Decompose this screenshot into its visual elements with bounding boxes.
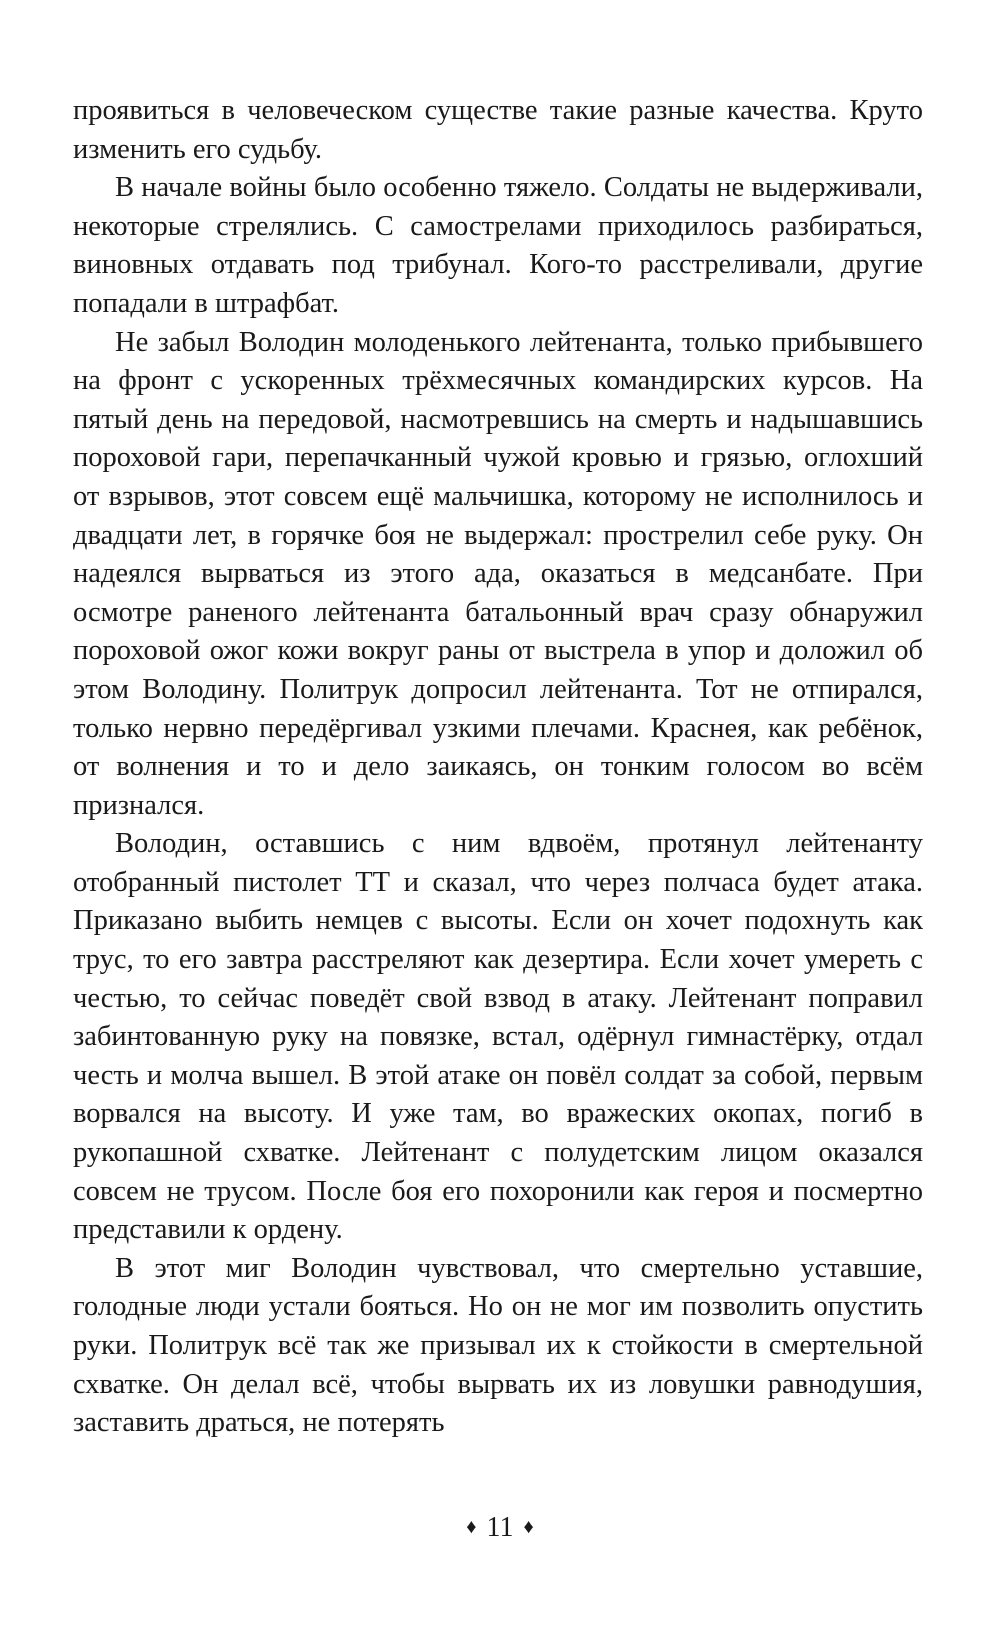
paragraph-continuation: проявиться в человеческом существе такие разные качества. Круто изменить его судьбу. bbox=[73, 95, 923, 165]
paragraph: В начале войны было особенно тяжело. Солдаты не выдерживали, некоторые стрелялись. С самострелами приходилось разбираться, виновных отдавать под трибунал. Кого-то расстреливали, другие попадали в штрафбат. bbox=[73, 172, 923, 319]
diamond-ornament-right: ♦ bbox=[523, 1516, 534, 1538]
page-number: 11 bbox=[486, 1512, 514, 1543]
paragraph: Не забыл Володин молоденького лейтенанта, только прибывшего на фронт с ускоренных трёхмесячных командирских курсов. На пятый день на передовой, насмотревшись на смерть и надышавшись пороховой гари, перепачканный чужой кровью и грязью, оглохший от взрывов, этот совсем ещё мальчишка, которому не исполнилось и двадцати лет, в горячке боя не выдержал: прострелил себе руку. Он надеялся вырваться из этого ада, оказаться в медсанбате. При осмотре раненого лейтенанта батальонный врач сразу обнаружил пороховой ожог кожи вокруг раны от выстрела в упор и доложил об этом Володину. Политрук допросил лейтенанта. Тот не отпирался, только нервно передёргивал узкими плечами. Краснея, как ребёнок, от волнения и то и дело заикаясь, он тонким голосом во всём признался. bbox=[73, 326, 923, 821]
paragraph: В этот миг Володин чувствовал, что смертельно уставшие, голодные люди устали бояться. Но он не мог им позволить опустить руки. Политрук всё так же призывал их к стойкости в смертельной схватке. Он делал всё, чтобы вырвать их из ловушки равнодушия, заставить драться, не потерять bbox=[73, 1252, 923, 1439]
diamond-ornament-left: ♦ bbox=[466, 1516, 477, 1538]
page-footer bbox=[0, 1512, 1000, 1544]
body-text bbox=[73, 92, 923, 1443]
paragraph: Володин, оставшись с ним вдвоём, протянул лейтенанту отобранный пистолет ТТ и сказал, что через полчаса будет атака. Приказано выбить немцев с высоты. Если он хочет подохнуть как трус, то его завтра расстреляют как дезертира. Если хочет умереть с честью, то сейчас поведёт свой взвод в атаку. Лейтенант поправил забинтованную руку на повязке, встал, одёрнул гимнастёрку, отдал честь и молча вышел. В этой атаке он повёл солдат за собой, первым ворвался на высоту. И уже там, во вражеских окопах, погиб в рукопашной схватке. Лейтенант с полудетским лицом оказался совсем не трусом. После боя его похоронили как героя и посмертно представили к ордену. bbox=[73, 828, 923, 1246]
